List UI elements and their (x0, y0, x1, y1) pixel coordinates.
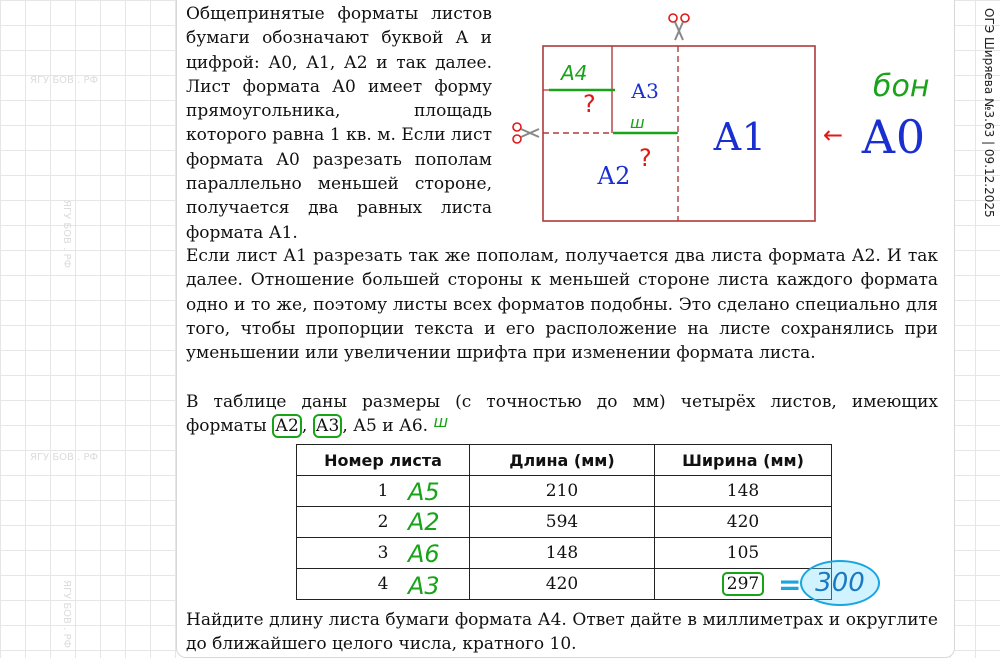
length-cell: 420 (470, 569, 655, 600)
scissors-left-icon (513, 123, 539, 143)
row-note-a3: А3 (408, 572, 440, 600)
row-note-a2: А2 (408, 508, 440, 536)
length-cell: 594 (470, 507, 655, 538)
label-a3: А3 (631, 79, 659, 103)
table-intro-paragraph (186, 390, 938, 439)
sheet-number-cell: 3 (297, 538, 470, 569)
header-width: Ширина (мм) (655, 445, 832, 476)
header-length: Длина (мм) (470, 445, 655, 476)
question-mark-a2: ? (639, 144, 652, 172)
table-intro-line: В таблице даны размеры (с точностью до мм) четырёх листов, имеющих (186, 392, 938, 412)
format-a3-circled: А3 (313, 414, 343, 438)
sheet-number-cell: 4 (297, 569, 470, 600)
width-297-boxed: 297 (722, 572, 764, 596)
length-cell: 148 (470, 538, 655, 569)
formats-prefix: форматы (186, 416, 273, 437)
width-cell: 105 (655, 538, 832, 569)
label-a4: А4 (561, 61, 588, 85)
length-cell: 210 (470, 476, 655, 507)
watermark: ЯГУ БОВ . РФ (30, 452, 99, 463)
row-note-a6: А6 (408, 540, 440, 568)
watermark: ЯГУ БОВ . РФ (30, 75, 99, 86)
sheet-number-cell: 1 (297, 476, 470, 507)
paper-format-diagram (505, 8, 955, 238)
sheet-number-cell: 2 (297, 507, 470, 538)
rounded-answer-circle (800, 560, 880, 606)
label-a0: А0 (861, 110, 926, 164)
width-mark-text: ш (433, 412, 449, 432)
sheet-sizes-table (296, 444, 832, 600)
table-row (297, 476, 832, 507)
table-header-row (297, 445, 832, 476)
format-separator: , (301, 416, 313, 437)
intro-paragraph: Общепринятые форматы листов бумаги обозначают буквой А и цифрой: А0, А1, А2 и так далее. Лист формата А0 имеет форму прямоугольника, площадь которого равна 1 кв. м. Если лист формата А0 разрезать пополам параллельно меньшей стороне, получается два равных листа формата А1. (186, 4, 492, 243)
watermark: ЯГУ БОВ . РФ (61, 580, 72, 649)
scissors-top-icon (669, 14, 689, 40)
table-row (297, 538, 832, 569)
handwritten-note: бон (873, 69, 930, 104)
watermark: ЯГУ БОВ . РФ (61, 200, 72, 269)
source-sidebar (966, 0, 1000, 657)
table-row (297, 507, 832, 538)
table-row (297, 569, 832, 600)
label-a1: А1 (713, 115, 766, 159)
format-explanation-paragraph: Если лист А1 разрезать так же пополам, получается два листа формата А2. И так далее. Отношение большей стороны к меньшей стороне листа каждого формата одно и то же, поэтому листы всех форматов подобны. Это сделано специально для того, чтобы пропорции текста и его расположение на листе сохранялись при уменьшении или увеличении шрифта при изменении формата листа. (186, 246, 938, 364)
rounded-answer: 300 (815, 568, 865, 598)
width-cell: 148 (655, 476, 832, 507)
equals-sign: = (778, 568, 802, 601)
question-mark-a4: ? (583, 90, 596, 118)
question-paragraph: Найдите длину листа бумаги формата А4. Ответ дайте в миллиметрах и округлите до ближайшего целого числа, кратного 10. (186, 610, 938, 655)
width-mark-a3: ш (630, 113, 645, 132)
label-a2: А2 (597, 162, 631, 190)
format-a2-circled: А2 (272, 414, 302, 438)
header-sheet-number: Номер листа (297, 445, 470, 476)
source-label: ОГЭ Ширяева №3.63 | 09.12.2025 (982, 8, 996, 218)
format-list-end: , А5 и А6. (342, 416, 429, 437)
arrow-to-a0: ← (823, 121, 844, 149)
width-cell: 420 (655, 507, 832, 538)
row-note-a5: А5 (408, 478, 440, 506)
